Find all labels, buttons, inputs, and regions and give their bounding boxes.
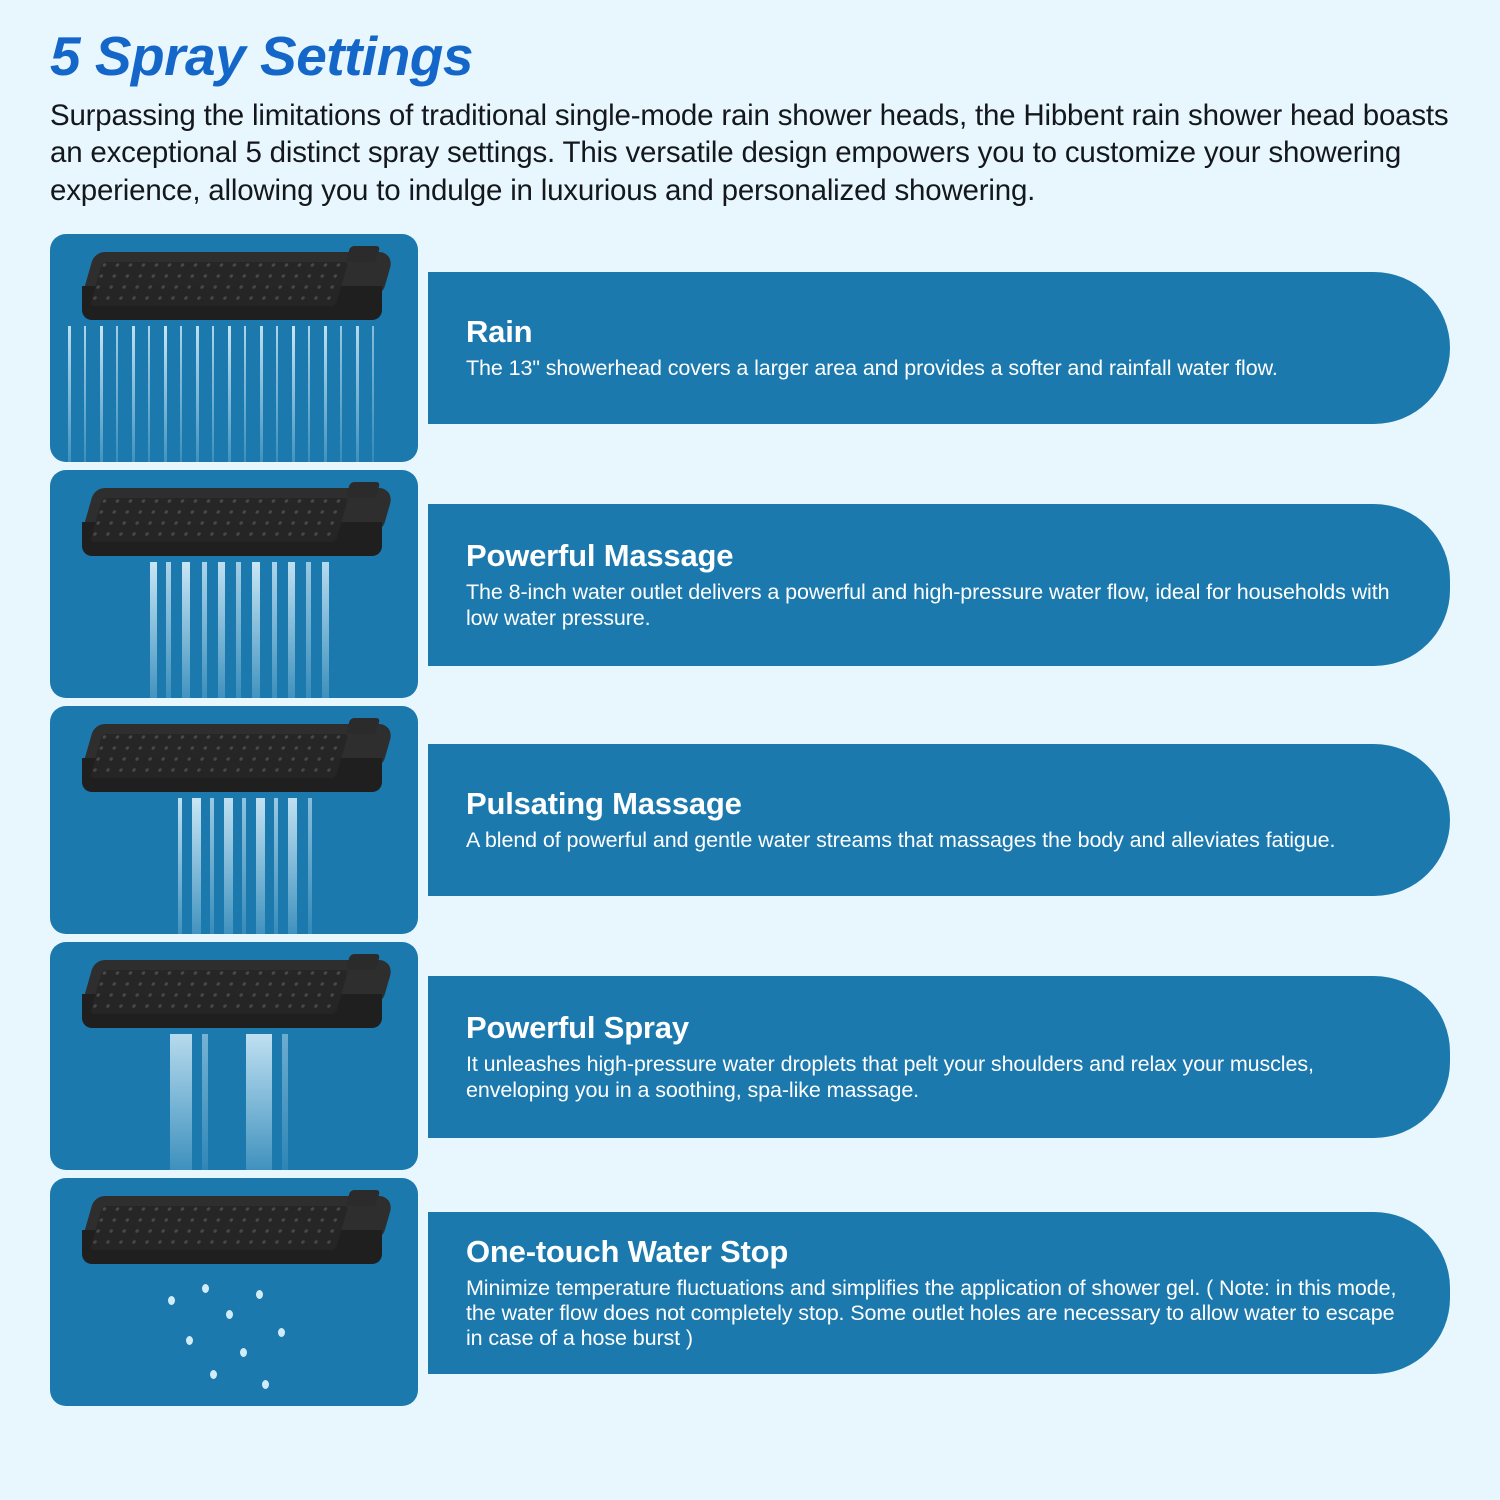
showerhead-powerful-massage-mode: [50, 470, 418, 698]
showerhead-powerful-spray-mode: [50, 942, 418, 1170]
water-drips-stopped: [50, 1270, 418, 1406]
water-spray-powerful-spray: [50, 1034, 418, 1170]
shower-arm-icon: [346, 246, 381, 262]
showerhead-body: [82, 1196, 382, 1274]
showerhead-illustration: [50, 234, 418, 462]
setting-description: Minimize temperature fluctuations and simplifies the application of shower gel. ( Note: in this mode, the water flow does not completely stop. Some outlet holes are necessary to allow water to escape in case of a hose burst ): [466, 1275, 1397, 1351]
list-item: [50, 942, 1450, 1174]
setting-name: Pulsating Massage: [466, 786, 742, 822]
list-item: [50, 1178, 1450, 1410]
showerhead-illustration: [50, 470, 418, 698]
setting-panel-powerful-spray: [428, 976, 1450, 1138]
showerhead-body: [82, 252, 382, 330]
setting-description: The 13" showerhead covers a larger area and provides a softer and rainfall water flow.: [466, 356, 1278, 381]
showerhead-illustration: [50, 1178, 418, 1406]
showerhead-illustration: [50, 942, 418, 1170]
water-spray-pulsating-massage: [50, 798, 418, 934]
setting-description: It unleashes high-pressure water droplets that pelt your shoulders and relax your muscles, enveloping you in a soothing, spa-like massage.: [466, 1052, 1314, 1102]
showerhead-body: [82, 488, 382, 566]
intro-paragraph: Surpassing the limitations of traditional single-mode rain shower heads, the Hibbent rain shower head boasts an exceptional 5 distinct spray settings. This versatile design empowers you to customize your showering experience, allowing you to indulge in luxurious and personalized showering.: [50, 98, 1449, 207]
shower-arm-icon: [346, 954, 381, 970]
page-header: [0, 0, 1500, 210]
settings-list: [0, 234, 1500, 1410]
setting-panel-powerful-massage: [428, 504, 1450, 666]
showerhead-one-touch-water-stop-mode: [50, 1178, 418, 1406]
list-item: [50, 706, 1450, 938]
list-item: [50, 470, 1450, 702]
shower-arm-icon: [346, 1190, 381, 1206]
showerhead-body: [82, 960, 382, 1038]
showerhead-rain-mode: [50, 234, 418, 462]
setting-description: The 8-inch water outlet delivers a powerful and high-pressure water flow, ideal for households with low water pressure.: [466, 580, 1390, 630]
showerhead-pulsating-massage-mode: [50, 706, 418, 934]
list-item: [50, 234, 1450, 466]
setting-name: Rain: [466, 314, 533, 350]
setting-name: Powerful Massage: [466, 538, 734, 574]
water-spray-powerful-massage: [50, 562, 418, 698]
shower-arm-icon: [346, 482, 381, 498]
setting-name: One-touch Water Stop: [466, 1233, 789, 1269]
setting-panel-one-touch-water-stop: [428, 1212, 1450, 1374]
water-spray-rain: [50, 326, 418, 462]
setting-panel-pulsating-massage: [428, 744, 1450, 896]
setting-panel-rain: [428, 272, 1450, 424]
setting-name: Powerful Spray: [466, 1010, 689, 1046]
page-title: 5 Spray Settings: [50, 25, 473, 87]
showerhead-illustration: [50, 706, 418, 934]
setting-description: A blend of powerful and gentle water streams that massages the body and alleviates fatigue.: [466, 828, 1336, 853]
showerhead-body: [82, 724, 382, 802]
shower-arm-icon: [346, 718, 381, 734]
